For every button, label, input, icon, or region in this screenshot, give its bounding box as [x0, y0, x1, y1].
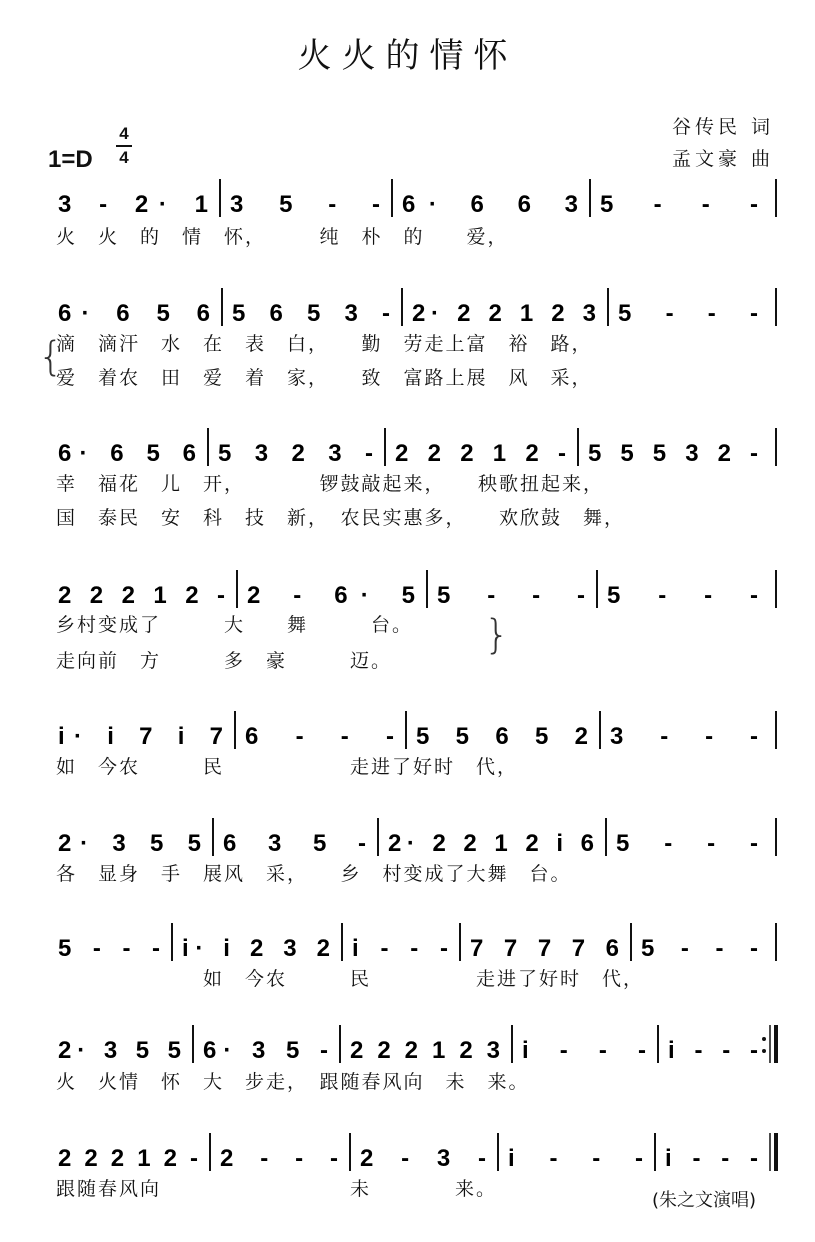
measure-notes: 6· 3 5 - — [203, 1037, 328, 1064]
barline-thick — [774, 1133, 778, 1171]
measure-notes: 6· 6 5 6 — [58, 440, 196, 467]
measure-notes: 5 - - - — [616, 830, 758, 857]
lyric-line: 爱 着农 田 爱 着 家， 致 富路上展 风 采， — [56, 367, 593, 389]
measure-notes: 6 3 5 - — [223, 830, 366, 857]
measure-notes: 5 3 2 3 - — [218, 440, 373, 467]
time-beats: 4 — [119, 124, 129, 143]
measure-notes: 5 - - - — [600, 191, 758, 218]
measure-notes: 5 5 6 5 2 — [416, 723, 588, 750]
measure-notes: i - - - — [665, 1145, 758, 1172]
measure-notes: 5 - - - — [437, 582, 585, 609]
measure-notes: 2 2 2 1 2 - — [395, 440, 566, 467]
lyric-line: 国 泰民 安 科 技 新， 农民实惠多， 欢欣鼓 舞， — [56, 507, 626, 529]
lyric-line: 跟随春风向 未 来。 — [56, 1178, 498, 1200]
lyric-line: 幸 福花 儿 开， 锣鼓敲起来， 秧歌扭起来， — [56, 473, 605, 495]
measure-notes: 2· 3 5 5 — [58, 1037, 181, 1064]
measure-notes: i - - - — [522, 1037, 646, 1064]
key-signature: 1=D — [48, 146, 93, 173]
measure-notes: 7 7 7 7 6 — [470, 935, 619, 962]
measure-notes: 6· 6 5 6 — [58, 300, 210, 327]
measure-notes: 2 2 2 1 2 - — [58, 582, 225, 609]
composer-credit: 孟文豪 曲 — [672, 148, 775, 170]
measure-notes: 3 - 2· 1 — [58, 191, 208, 218]
measure-notes: 5 - - - — [641, 935, 758, 962]
measure-notes: i - - - — [352, 935, 448, 962]
measure-notes: 2 - 3 - — [360, 1145, 486, 1172]
lyricist-credit: 谷传民 词 — [672, 116, 775, 138]
lyric-line: 如 今农 民 走进了好时 代， — [56, 756, 519, 778]
measure-notes: 5 - - - — [607, 582, 758, 609]
measure-notes: 5 6 5 3 - — [232, 300, 390, 327]
measure-notes: 2 - 6· 5 — [247, 582, 415, 609]
measure-notes: 5 5 5 3 2 - — [588, 440, 758, 467]
measure-notes: 2 - - - — [220, 1145, 338, 1172]
measure-notes: 2 2 2 1 2 3 — [350, 1037, 500, 1064]
measure-notes: 2 2 2 1 2 - — [58, 1145, 198, 1172]
measure-notes: 2· 2 2 1 2 i 6 — [388, 830, 594, 857]
measure-notes: 6 - - - — [245, 723, 394, 750]
lyric-line: 走向前 方 多 豪 迈。 — [56, 650, 393, 672]
measure-notes: i - - - — [668, 1037, 758, 1064]
lyric-line: 火 火情 怀 大 步走， 跟随春风向 未 来。 — [56, 1071, 530, 1093]
measure-notes: 5 - - - — [618, 300, 758, 327]
measure-notes: 6· 6 6 3 — [402, 191, 578, 218]
lyric-line: 如 今农 民 走进了好时 代， — [56, 968, 645, 990]
measure-notes: 5 - - - — [58, 935, 160, 962]
measure-notes: 2· 2 2 1 2 3 — [412, 300, 596, 327]
measure-notes: 2· 3 5 5 — [58, 830, 201, 857]
verse-brace-close: } — [484, 612, 510, 658]
lyric-line: 滴 滴汗 水 在 表 白， 勤 劳走上富 裕 路， — [56, 333, 593, 355]
performer-credit: (朱之文演唱) — [652, 1190, 757, 1211]
measure-notes: i· i 2 3 2 — [182, 935, 330, 962]
lyric-line: 各 显身 手 展风 采， 乡 村变成了大舞 台。 — [56, 863, 572, 885]
measure-notes: i - - - — [508, 1145, 643, 1172]
measure-notes: i· i 7 i 7 — [58, 723, 223, 750]
time-unit: 4 — [119, 148, 129, 167]
measure-notes: 3 - - - — [610, 723, 758, 750]
lyric-line: 乡村变成了 大 舞 台。 — [56, 614, 414, 636]
lyric-line: 火 火 的 情 怀， 纯 朴 的 爱， — [56, 226, 509, 248]
measure-notes: 3 5 - - — [230, 191, 380, 218]
verse-brace: { — [38, 334, 64, 380]
song-title: 火火的情怀 — [297, 36, 518, 76]
